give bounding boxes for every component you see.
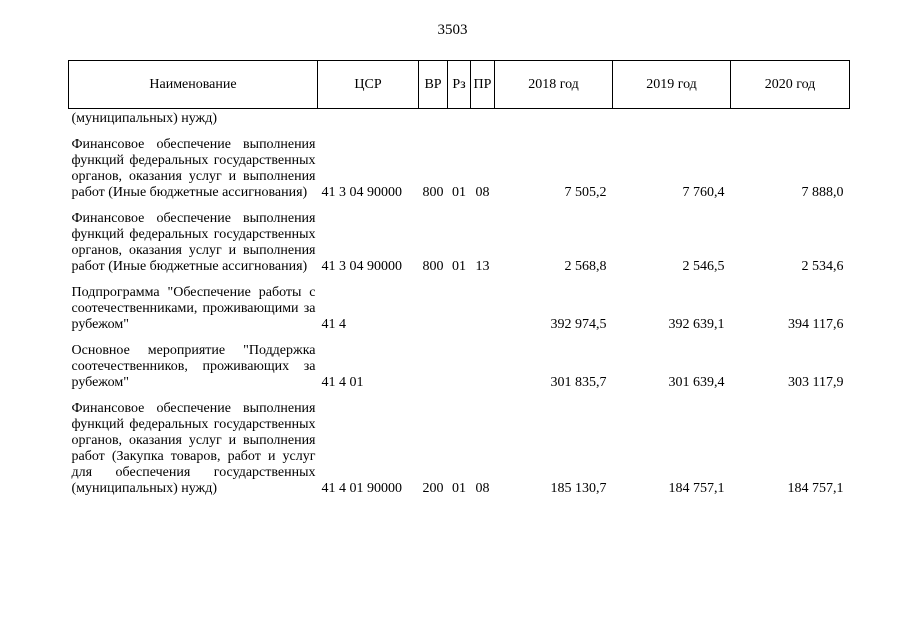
row-csr: 41 3 04 90000 [321, 259, 402, 274]
row-name: Основное мероприятие "Поддержка соотечественников, проживающих за рубежом" [71, 343, 316, 390]
row-pr: 13 [475, 259, 490, 274]
table-row-continuation [69, 109, 850, 128]
row-csr: 41 4 01 90000 [321, 481, 402, 496]
continuation-text: (муниципальных) нужд) [71, 111, 218, 126]
row-2020: 303 117,9 [788, 375, 844, 390]
row-name: Финансовое обеспечение выполнения функций федеральных государственных органов, оказания услуг и выполнения работ (Закупка товаров, работ и услуг для обеспечения государственных (муниципальных) нужд) [71, 401, 316, 496]
row-2019: 2 546,5 [682, 259, 725, 274]
row-csr: 41 3 04 90000 [321, 185, 402, 200]
header-2020: 2020 год [731, 61, 850, 109]
row-2020: 2 534,6 [801, 259, 844, 274]
row-2018: 392 974,5 [550, 317, 607, 332]
header-name: Наименование [69, 61, 318, 109]
row-2018: 7 505,2 [564, 185, 607, 200]
table-row [69, 343, 850, 391]
row-name: Финансовое обеспечение выполнения функций федеральных государственных органов, оказания услуг и выполнения работ (Иные бюджетные ассигнования) [71, 211, 316, 274]
row-rz: 01 [452, 481, 466, 496]
row-2019: 7 760,4 [682, 185, 725, 200]
row-2019: 392 639,1 [668, 317, 725, 332]
row-pr [471, 343, 495, 391]
header-2018: 2018 год [495, 61, 613, 109]
header-vr: ВР [419, 61, 448, 109]
row-vr [419, 285, 448, 333]
row-pr: 08 [475, 185, 490, 200]
table-header [69, 61, 850, 109]
row-rz [448, 343, 471, 391]
row-2018: 185 130,7 [550, 481, 607, 496]
row-pr [471, 285, 495, 333]
row-name: Финансовое обеспечение выполнения функций федеральных государственных органов, оказания услуг и выполнения работ (Иные бюджетные ассигнования) [71, 137, 316, 200]
row-2019: 301 639,4 [668, 375, 725, 390]
row-2020: 184 757,1 [787, 481, 844, 496]
row-name: Подпрограмма "Обеспечение работы с соотечественниками, проживающими за рубежом" [71, 285, 316, 332]
table-row [69, 211, 850, 275]
header-csr: ЦСР [318, 61, 419, 109]
budget-table-container [68, 60, 849, 497]
row-2020: 7 888,0 [801, 185, 844, 200]
row-vr [419, 343, 448, 391]
header-2019: 2019 год [613, 61, 731, 109]
header-pr: ПР [471, 61, 495, 109]
header-rz: Рз [448, 61, 471, 109]
row-pr: 08 [475, 481, 490, 496]
row-csr: 41 4 01 [321, 375, 364, 390]
row-vr: 800 [422, 185, 444, 200]
row-vr: 200 [422, 481, 444, 496]
row-vr: 800 [422, 259, 444, 274]
row-rz: 01 [452, 259, 466, 274]
row-csr: 41 4 [321, 317, 346, 332]
row-2020: 394 117,6 [788, 317, 844, 332]
row-rz [448, 285, 471, 333]
table-body [69, 109, 850, 498]
table-row [69, 285, 850, 333]
row-2019: 184 757,1 [668, 481, 725, 496]
row-2018: 301 835,7 [550, 375, 607, 390]
budget-table [68, 60, 850, 497]
table-row [69, 401, 850, 497]
table-row [69, 137, 850, 201]
row-rz: 01 [452, 185, 466, 200]
page-number: 3503 [437, 22, 468, 38]
row-2018: 2 568,8 [564, 259, 607, 274]
